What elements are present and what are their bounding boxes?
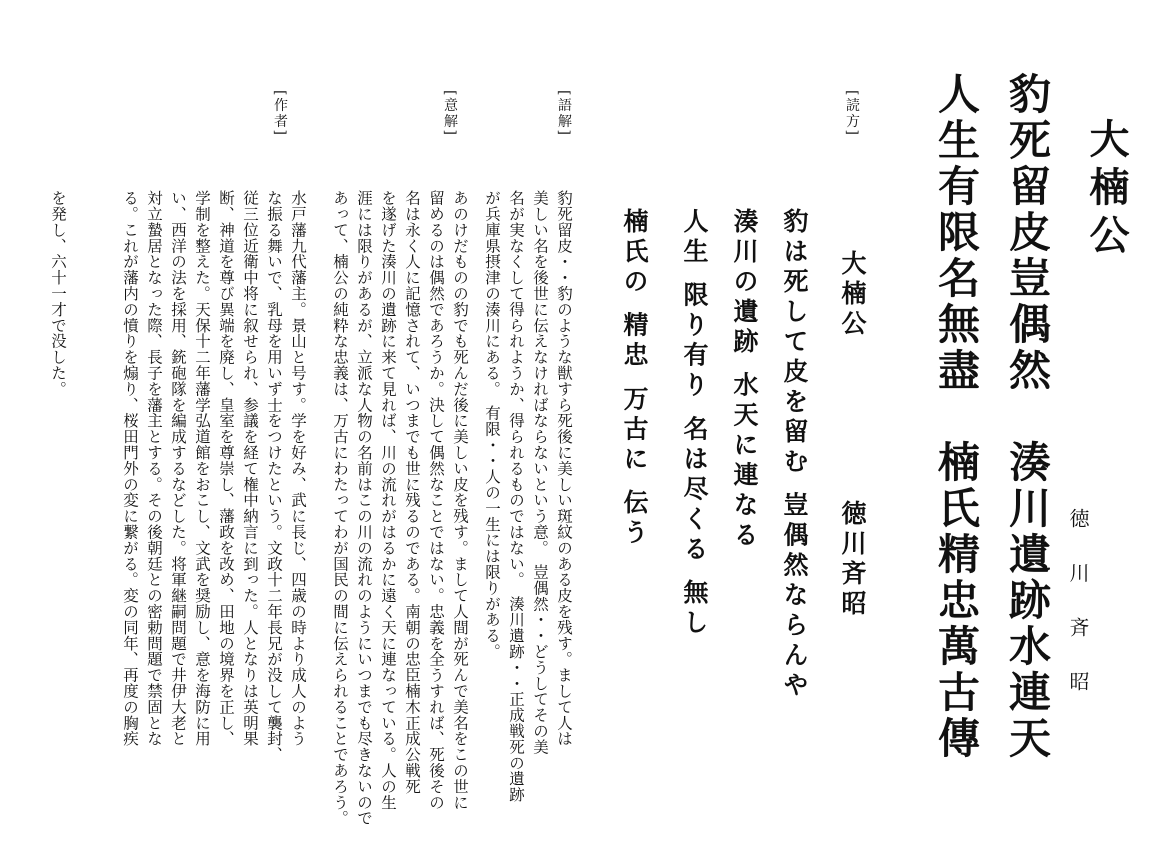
reading-line-1: 豹は死して皮を留む 豈偶然ならんや (780, 208, 809, 702)
author-note-label: [作者] (272, 90, 288, 137)
reading-author: 徳川斉昭 (838, 500, 867, 620)
poem-line-1: 豹死留皮豈偶然 (1003, 72, 1052, 394)
author-note-line-2: な振る舞いで、乳母を用いず士をつけたという。文政十二年長兄が没して襲封、 (265, 190, 283, 763)
reading-line-3: 人生 限り有り 名は尽くる 無し (680, 208, 709, 640)
glossary-line-2: 美しい名を後世に伝えなければならないという意。 豈偶然・・どうしてその美 (531, 190, 549, 755)
meaning-line-6: あって、楠公の純粋な忠義は、万古にわたってわが国民の間に伝えられることであろう。 (331, 190, 349, 826)
author-note-line-1: 水戸藩九代藩主。景山と号す。学を好み、武に長じ、四歳の時より成人のよう (289, 190, 307, 747)
meaning-line-5: 涯には限りがあるが、立派な人物の名前はこの川の流れのようにいつまでも尽きないので (355, 190, 373, 826)
meaning-line-3: 名は永く人に記憶されて、いつまでも世に残るのである。南朝の忠臣楠木正成公戦死 (403, 190, 421, 795)
reading-line-4: 楠氏の 精忠 万古に 伝う (620, 208, 649, 550)
glossary-line-3: 名が実なくして得られようか、得られるものではない。 湊川遺跡・・正成戦死の遺跡 (507, 190, 525, 803)
author-note-line-8: る。これが藩内の憤りを煽り、桜田門外の変に繋がる。変の同年、再度の胸疾 (121, 190, 139, 747)
poem-author: 徳 川 斉 昭 (1066, 508, 1090, 706)
glossary-label: [語解] (556, 90, 572, 137)
poem-title: 大楠公 (1083, 118, 1130, 262)
reading-title: 大楠公 (838, 250, 867, 340)
poem-line-2: 湊川遺跡水連天 (1003, 440, 1052, 762)
glossary-line-4: が兵庫県摂津の湊川にある。 有限・・人の一生には限りがある。 (483, 190, 501, 660)
author-note-line-4: 断、神道を尊び異端を廃し、皇室を尊崇し、藩政を改め、田地の境界を正し、 (217, 190, 235, 747)
reading-line-2: 湊川の遺跡 水天に連なる (730, 208, 759, 552)
meaning-line-1: あのけだものの豹でも死んだ後に美しい皮を残す。まして人間が死んで美名をこの世に (451, 190, 469, 811)
poem-line-3: 人生有限名無盡 (932, 72, 981, 394)
reading-label: [読方] (844, 90, 860, 137)
author-note-line-7: 対立蟄居となった際、長子を藩主とする。その後朝廷との密勅問題で禁固とな (145, 190, 163, 747)
glossary-line-1: 豹死留皮・・豹のような獣すら死後に美しい斑紋のある皮を残す。まして人は (555, 190, 573, 747)
author-note-line-6: い、西洋の法を採用、銃砲隊を編成するなどした。将軍継嗣問題で井伊大老と (169, 190, 187, 747)
meaning-label: [意解] (442, 90, 458, 137)
author-note-line-5: 学制を整えた。天保十二年藩学弘道館をおこし、文武を奨励し、意を海防に用 (193, 190, 211, 747)
meaning-line-4: を遂げた湊川の遺跡に来て見れば、川の流れがはるかに遠く天に連なっている。人の生 (379, 190, 397, 811)
author-note-line-9: を発し、六十一才で没した。 (49, 190, 67, 397)
poem-line-4: 楠氏精忠萬古傳 (932, 440, 981, 762)
author-note-line-3: 従三位近衛中将に叙せられ、参議を経て権中納言に到った。人となりは英明果 (241, 190, 259, 747)
meaning-line-2: 留めるのは偶然であろうか。決して偶然なことではない。忠義を全うすれば、死後その (427, 190, 445, 811)
